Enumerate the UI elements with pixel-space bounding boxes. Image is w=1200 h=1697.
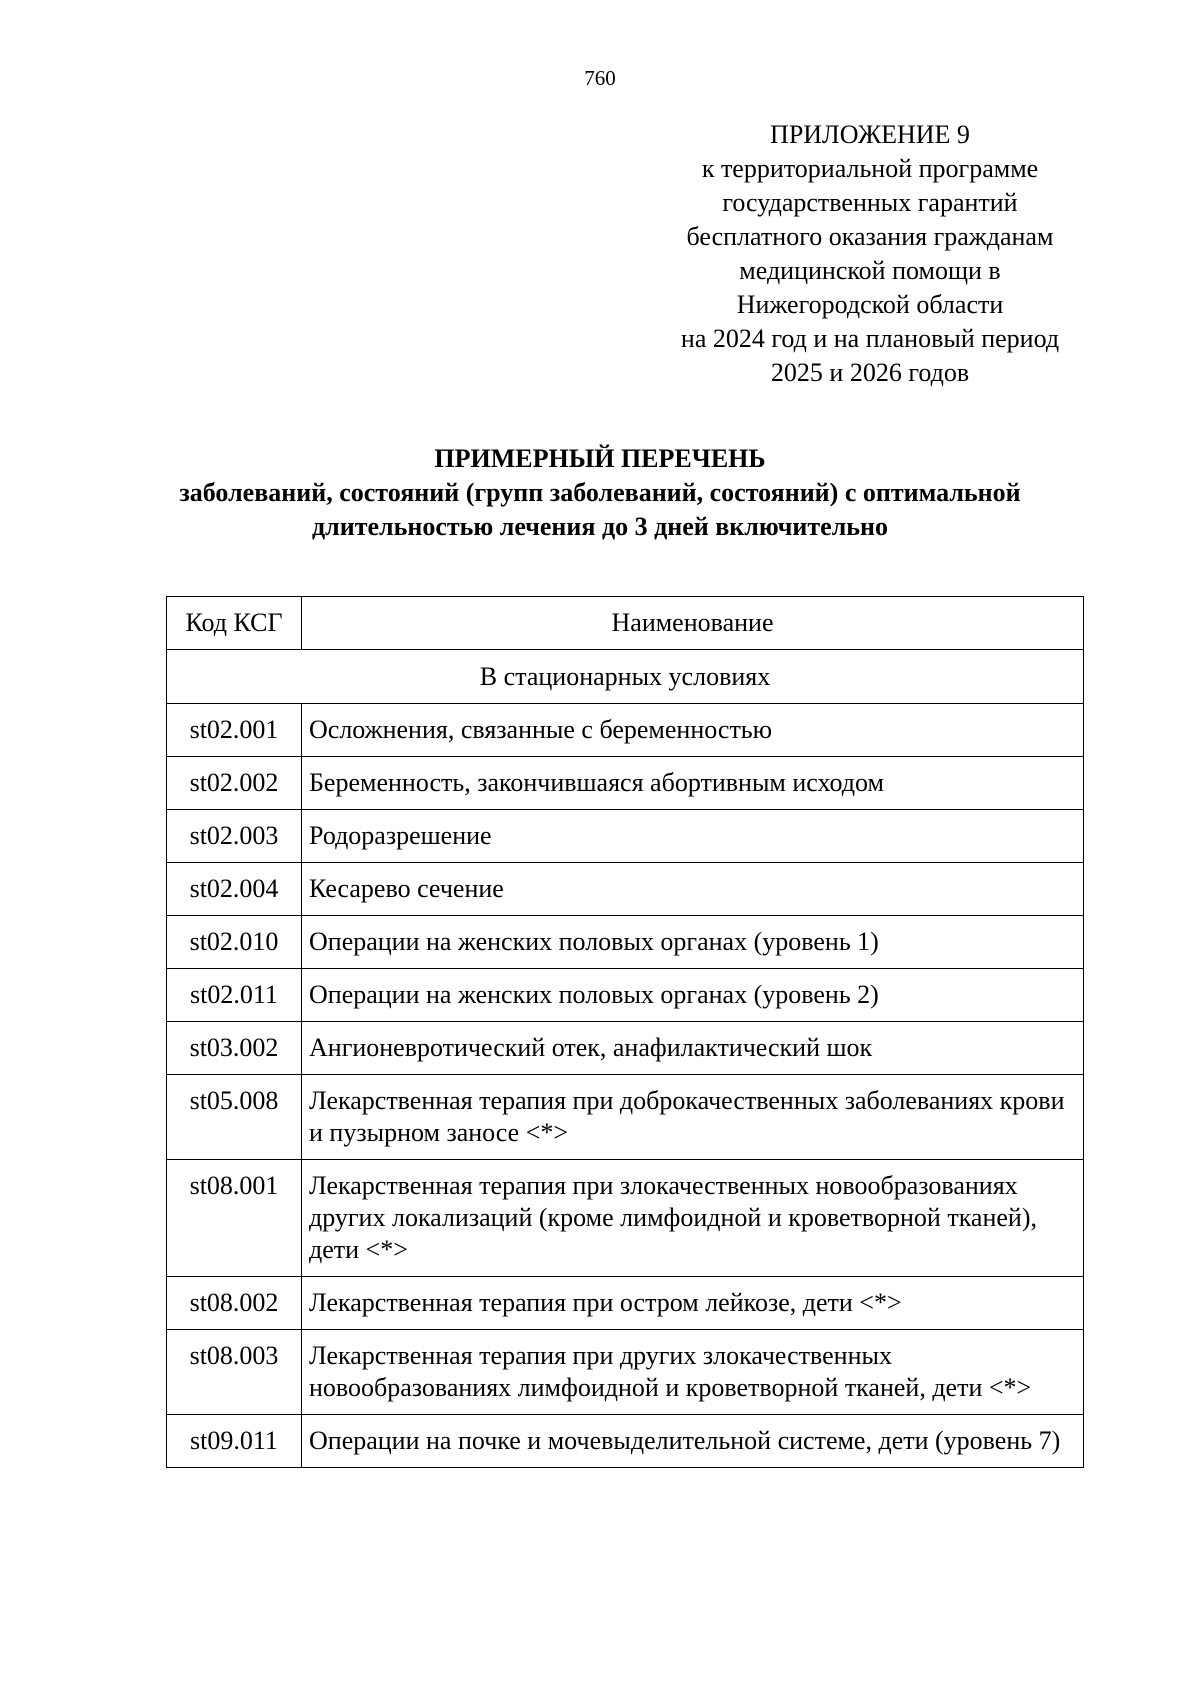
ksg-code: st02.003 bbox=[167, 810, 302, 863]
table-row bbox=[167, 1277, 1084, 1330]
ksg-name: Операции на женских половых органах (уровень 1) bbox=[302, 916, 1084, 969]
appendix-line: Нижегородской области bbox=[736, 290, 1004, 319]
ksg-code: st08.002 bbox=[167, 1277, 302, 1330]
table-row bbox=[167, 916, 1084, 969]
ksg-name: Лекарственная терапия при доброкачественных заболеваниях крови и пузырном заносе <*> bbox=[302, 1075, 1084, 1160]
appendix-line: государственных гарантий bbox=[722, 188, 1018, 217]
subtitle-line: длительностью лечения до 3 дней включительно bbox=[311, 512, 889, 541]
table-row bbox=[167, 1075, 1084, 1160]
ksg-table bbox=[166, 596, 1084, 1468]
page-number: 760 bbox=[584, 66, 616, 90]
ksg-name: Родоразрешение bbox=[302, 810, 1084, 863]
ksg-name: Осложнения, связанные с беременностью bbox=[302, 704, 1084, 757]
ksg-code: st03.002 bbox=[167, 1022, 302, 1075]
ksg-code: st08.001 bbox=[167, 1160, 302, 1277]
appendix-header bbox=[660, 118, 1080, 390]
ksg-name: Операции на почке и мочевыделительной системе, дети (уровень 7) bbox=[302, 1415, 1084, 1468]
ksg-code: st02.011 bbox=[167, 969, 302, 1022]
ksg-name: Лекарственная терапия при злокачественных новообразованиях других локализаций (кроме лимфоидной и кроветворной тканей), дети <*> bbox=[302, 1160, 1084, 1277]
ksg-code: st02.002 bbox=[167, 757, 302, 810]
table-row bbox=[167, 1330, 1084, 1415]
section-title: В стационарных условиях bbox=[167, 650, 1084, 704]
table-row bbox=[167, 863, 1084, 916]
ksg-code: st08.003 bbox=[167, 1330, 302, 1415]
ksg-name: Операции на женских половых органах (уровень 2) bbox=[302, 969, 1084, 1022]
column-header-code: Код КСГ bbox=[167, 597, 302, 650]
table-row bbox=[167, 810, 1084, 863]
table-row bbox=[167, 1415, 1084, 1468]
table-header-row bbox=[167, 597, 1084, 650]
ksg-code: st02.004 bbox=[167, 863, 302, 916]
table-row bbox=[167, 757, 1084, 810]
table-row bbox=[167, 1160, 1084, 1277]
ksg-code: st09.011 bbox=[167, 1415, 302, 1468]
ksg-name: Кесарево сечение bbox=[302, 863, 1084, 916]
ksg-name: Лекарственная терапия при других злокачественных новообразованиях лимфоидной и кроветворной тканей, дети <*> bbox=[302, 1330, 1084, 1415]
ksg-name: Беременность, закончившаяся абортивным исходом bbox=[302, 757, 1084, 810]
subtitle-line: заболеваний, состояний (групп заболеваний, состояний) с оптимальной bbox=[179, 478, 1021, 507]
ksg-code: st02.001 bbox=[167, 704, 302, 757]
table-row bbox=[167, 704, 1084, 757]
ksg-code: st05.008 bbox=[167, 1075, 302, 1160]
ksg-name: Ангионевротический отек, анафилактический шок bbox=[302, 1022, 1084, 1075]
appendix-line: 2025 и 2026 годов bbox=[770, 358, 970, 387]
appendix-line: медицинской помощи в bbox=[739, 256, 1001, 285]
appendix-line: на 2024 год и на плановый период bbox=[680, 324, 1060, 353]
title-line: ПРИМЕРНЫЙ ПЕРЕЧЕНЬ bbox=[434, 444, 766, 473]
appendix-line: бесплатного оказания гражданам bbox=[686, 222, 1054, 251]
table-row bbox=[167, 969, 1084, 1022]
table-row bbox=[167, 1022, 1084, 1075]
appendix-line: к территориальной программе bbox=[701, 154, 1039, 183]
document-title bbox=[140, 442, 1060, 544]
ksg-name: Лекарственная терапия при остром лейкозе, дети <*> bbox=[302, 1277, 1084, 1330]
column-header-name: Наименование bbox=[302, 597, 1084, 650]
appendix-line: ПРИЛОЖЕНИЕ 9 bbox=[770, 120, 970, 149]
ksg-code: st02.010 bbox=[167, 916, 302, 969]
section-row bbox=[167, 650, 1084, 704]
